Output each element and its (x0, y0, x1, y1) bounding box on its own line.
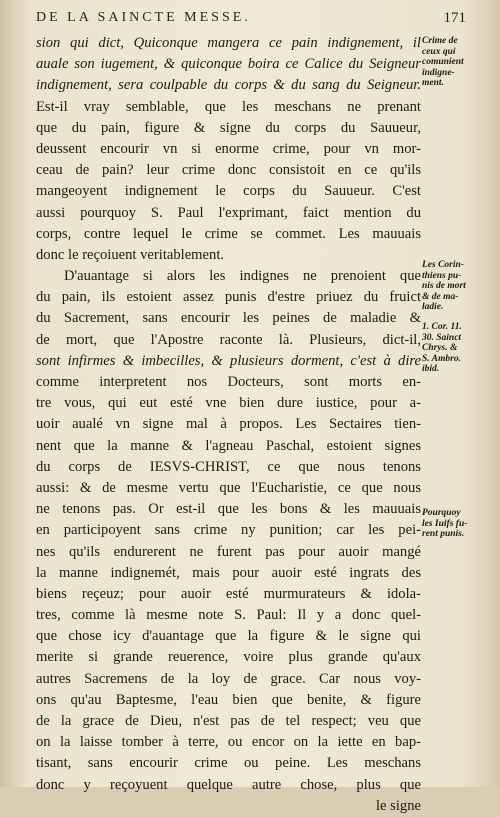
text-line: D'auantage si alors les indignes ne prenoient que (64, 268, 421, 285)
margin-note-line: comunient (422, 57, 464, 67)
text-line: que du pain, figure & signe du corps du Sauueur, (36, 119, 421, 136)
text-line: donc y reçoyuent quelque autre chose, plus que (36, 776, 421, 793)
margin-note-line: Chrys. & (422, 343, 458, 353)
margin-note-line: ladie. (422, 302, 444, 312)
text-line: tres, comme là mesme note S. Paul: Il y a donc quel- (36, 607, 421, 624)
margin-note-line: Crime de (422, 36, 458, 46)
text-line: ceau de pain? leur crime donc consistoit en ce qu'ils (36, 162, 421, 179)
text-line: sion qui dict, Quiconque mangera ce pain indignement, il (36, 35, 421, 51)
text-line: en participoyent sans crime ny punition; car les pei- (36, 522, 421, 539)
text-line: uoir aualé vn signe mal à propos. Les Sectaires tien- (36, 416, 421, 433)
text-line: nent que la manne & l'agneau Paschal, estoient signes (36, 437, 421, 454)
text-line: tisant, sans encourir crime ou peine. Les meschans (36, 755, 421, 772)
text-line: aussi: & de mesme vertu que l'Eucharistie, ce que nous (36, 479, 421, 496)
margin-note-line: rent punis. (422, 529, 465, 539)
margin-note-line: & de ma- (422, 291, 459, 302)
margin-note-line: nis de mort (422, 281, 466, 291)
text-body (36, 33, 421, 817)
text-line: auale son iugement, & quiconque boira ce Calice du Seigneur (36, 56, 421, 73)
text-line: biens reçeuz; pour auoir esté murmurateurs & idola- (36, 585, 421, 602)
text-line: deussent encourir vn si enorme crime, pour vn mor- (36, 140, 421, 157)
text-line: de mort, que l'Apostre raconte là. Plusieurs, dict-il, (36, 331, 421, 348)
margin-note (422, 36, 500, 89)
text-line: corps, contre lequel le crime se commet. Les mauuais (36, 225, 421, 242)
text-line: la manne indignemét, mais pour auoir esté ingrats des (36, 564, 421, 581)
text-line: merite si grande reuerence, voire plus grande qu'aux (36, 649, 421, 666)
text-line: tre vous, qui eut esté vne bien dure iustice, pour a- (36, 395, 421, 412)
text-line: Est-il vray semblable, que les meschans ne prenant (36, 98, 421, 115)
text-line: ons qu'au Baptesme, l'eau bien que benite, & figure (36, 691, 421, 708)
margin-note (422, 508, 500, 540)
margin-note (422, 322, 500, 375)
margin-note-line: S. Ambro. (422, 353, 461, 364)
margin-note-line: thiens pu- (422, 270, 462, 281)
running-head: DE LA SAINCTE MESSE. (36, 10, 251, 25)
margin-note-line: ceux qui (422, 46, 456, 57)
text-line: mangeoyent indignement le corps du Sauueur. C'est (36, 183, 421, 200)
margin-note-line: ibid. (422, 364, 440, 374)
margin-note (422, 260, 500, 313)
margin-note-line: indigne- (422, 67, 455, 78)
margin-note-line: les Iuifs fu- (422, 518, 468, 529)
text-line: indignement, sera coulpable du corps & du sang du Seigneur. (36, 77, 421, 94)
margin-note-line: Pourquoy (422, 508, 461, 518)
text-line: de la grace de Dieu, n'est pas de tel respect; veu que (36, 713, 421, 729)
text-line: que chose icy d'auantage que la figure & le signe qui (36, 628, 421, 645)
margin-note-line: ment. (422, 78, 444, 88)
catchword: le signe (376, 797, 421, 814)
text-line: nes qu'ils endurerent ne furent pas pour auoir mangé (36, 543, 421, 560)
text-line: aussi pourquoy S. Paul l'exprimant, faict mention du (36, 204, 421, 221)
text-line: du pain, ils estoient assez punis d'estre priuez du fruict (36, 289, 421, 306)
text-line: autres Sacremens de la loy de grace. Car nous voy- (36, 670, 421, 687)
text-line: du Sacrement, sans encourir les peines de maladie & (36, 310, 421, 327)
margin-note-line: 30. Sainct (422, 332, 462, 343)
text-line: ne tenons pas. Or est-il que les bons & les mauuais (36, 501, 421, 518)
text-line: on la laisse tomber à terre, ou encor on la iette en bap- (36, 734, 421, 751)
margin-note-line: Les Corin- (422, 260, 464, 270)
text-line: du corps de IESVS-CHRIST, ce que nous tenons (36, 458, 421, 475)
text-line: donc le reçoiuent veritablement. (36, 246, 225, 263)
page-header (36, 10, 466, 32)
margin-note-line: 1. Cor. 11. (422, 322, 462, 332)
text-line: sont infirmes & imbecilles, & plusieurs dorment, c'est à dire (36, 352, 421, 369)
text-line: comme interpretent nos Docteurs, sont morts en- (36, 374, 421, 390)
page-number: 171 (443, 10, 466, 26)
